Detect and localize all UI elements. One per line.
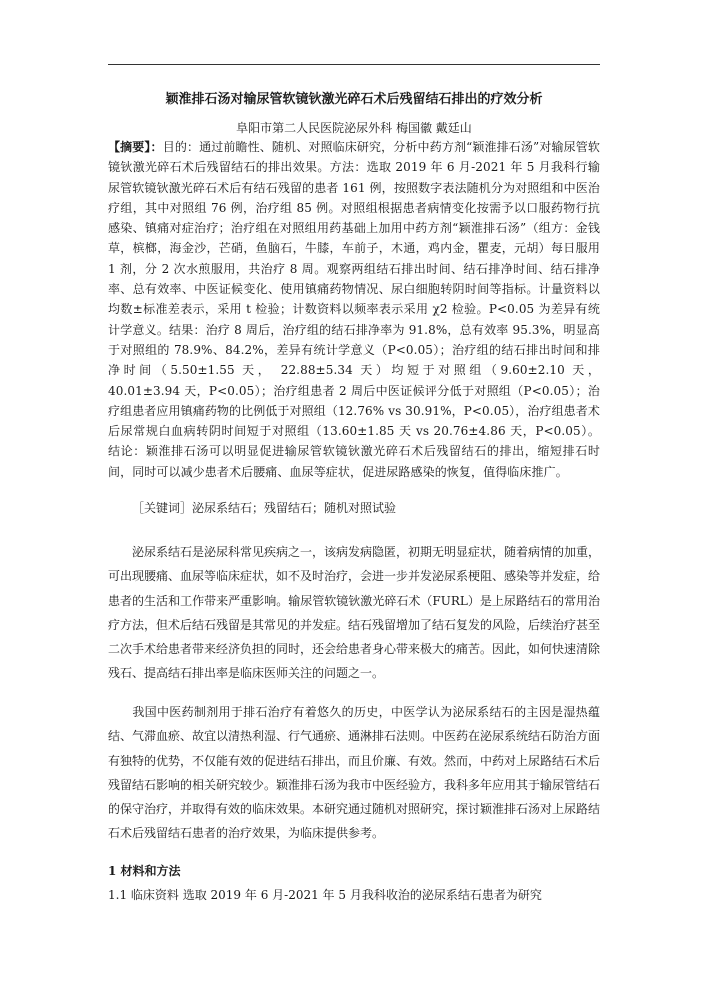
intro-paragraph-1-text: 泌尿系结石是泌尿科常见疾病之一，该病发病隐匿，初期无明显症状，随着病情的加重，可出现腰痛、血尿等临床症状，如不及时治疗，会进一步并发泌尿系梗阻、感染等并发症，给患者的生活和工作带来严重影响。输尿管软镜钬激光碎石术（FURL）是上尿路结石的常用治疗方法，但术后结石残留是其常见的并发症。结石残留增加了结石复发的风险，后续治疗甚至二次手术给患者带来经济负担的同时，还会给患者身心带来极大的痛苦。因此，如何快速清除残石、提高结石排出率是临床医师关注的问题之一。 [108, 545, 601, 681]
intro-paragraph-2-text: 我国中医药制剂用于排石治疗有着悠久的历史，中医学认为泌尿系结石的主因是湿热蕴结、气滞血瘀、故宜以清热利湿、行气通瘀、通淋排石法则。中医药在泌尿系统结石防治方面有独特的优势，不仅能有效的促进结石排出，而且价廉、有效。然而，中药对上尿路结石术后残留结石影响的相关研究较少。颖淮排石汤为我市中医经验方，我科多年应用其于输尿管结石的保守治疗，并取得有效的临床效果。本研究通过随机对照研究，探讨颖淮排石汤对上尿路结石术后残留结石患者的治疗效果，为临床提供参考。 [108, 705, 601, 841]
abstract-body: 目的：通过前瞻性、随机、对照临床研究，分析中药方剂“颖淮排石汤”对输尿管软镜钬激光碎石术后残留结石的排出效果。方法：选取 2019 年 6 月-2021 年 5 月我科行输尿管软镜钬激光碎石术后有结石残留的患者 161 例，按照数字表法随机分为对照组和中医治疗组，其中对照组 76 例，治疗组 85 例。对照组根据患者病情变化按需予以口服药物行抗感染、镇痛对症治疗；治疗组在对照组用药基础上加用中药方剂“颖淮排石汤”（组方：金钱草，槟榔，海金沙，芒硝，鱼脑石，牛膝，车前子，木通，鸡内金，瞿麦，元胡）每日服用 1 剂，分 2 次水煎服用，共治疗 8 周。观察两组结石排出时间、结石排净时间、结石排净率、总有效率、中医证候变化、使用镇痛药物情况、尿白细胞转阴时间等指标。计量资料以均数±标准差表示，采用 t 检验；计数资料以频率表示采用 χ2 检验。P<0.05 为差异有统计学意义。结果：治疗 8 周后，治疗组的结石排净率为 91.8%，总有效率 95.3%，明显高于对照组的 78.9%、84.2%，差异有统计学意义（P<0.05）；治疗组的结石排出时间和排净时间（5.50±1.55 天， 22.88±5.34 天）均短于对照组（9.60±2.10 天，40.01±3.94 天，P<0.05）；治疗组患者 2 周后中医证候评分低于对照组（P<0.05）；治疗组患者应用镇痛药物的比例低于对照组（12.76% vs 30.91%，P<0.05），治疗组患者术后尿常规白血病转阴时间短于对照组（13.60±1.85 天 vs 20.76±4.86 天，P<0.05）。 结论：颖淮排石汤可以明显促进输尿管软镜钬激光碎石术后残留结石的排出，缩短排石时间，同时可以减少患者术后腰痛、血尿等症状，促进尿路感染的恢复，值得临床推广。 [108, 140, 600, 479]
header-rule [108, 64, 600, 65]
keywords [108, 498, 600, 518]
author-affiliation: 阜阳市第二人民医院泌尿外科 梅国徽 戴廷山 [236, 121, 472, 135]
intro-paragraph-1 [108, 540, 600, 686]
subsection-text: 1.1 临床资料 选取 2019 年 6 月-2021 年 5 月我科收治的泌尿系结石患者为研究 [108, 888, 542, 902]
intro-paragraph-2 [108, 700, 600, 846]
paper-title: 颖淮排石汤对输尿管软镜钬激光碎石术后残留结石排出的疗效分析 [165, 92, 543, 107]
abstract [108, 137, 600, 482]
section-heading: 1 材料和方法 [108, 864, 181, 878]
keywords-text: ［关键词］泌尿系结石；残留结石；随机对照试验 [132, 501, 397, 515]
abstract-heading: 【摘要】： [108, 140, 163, 154]
